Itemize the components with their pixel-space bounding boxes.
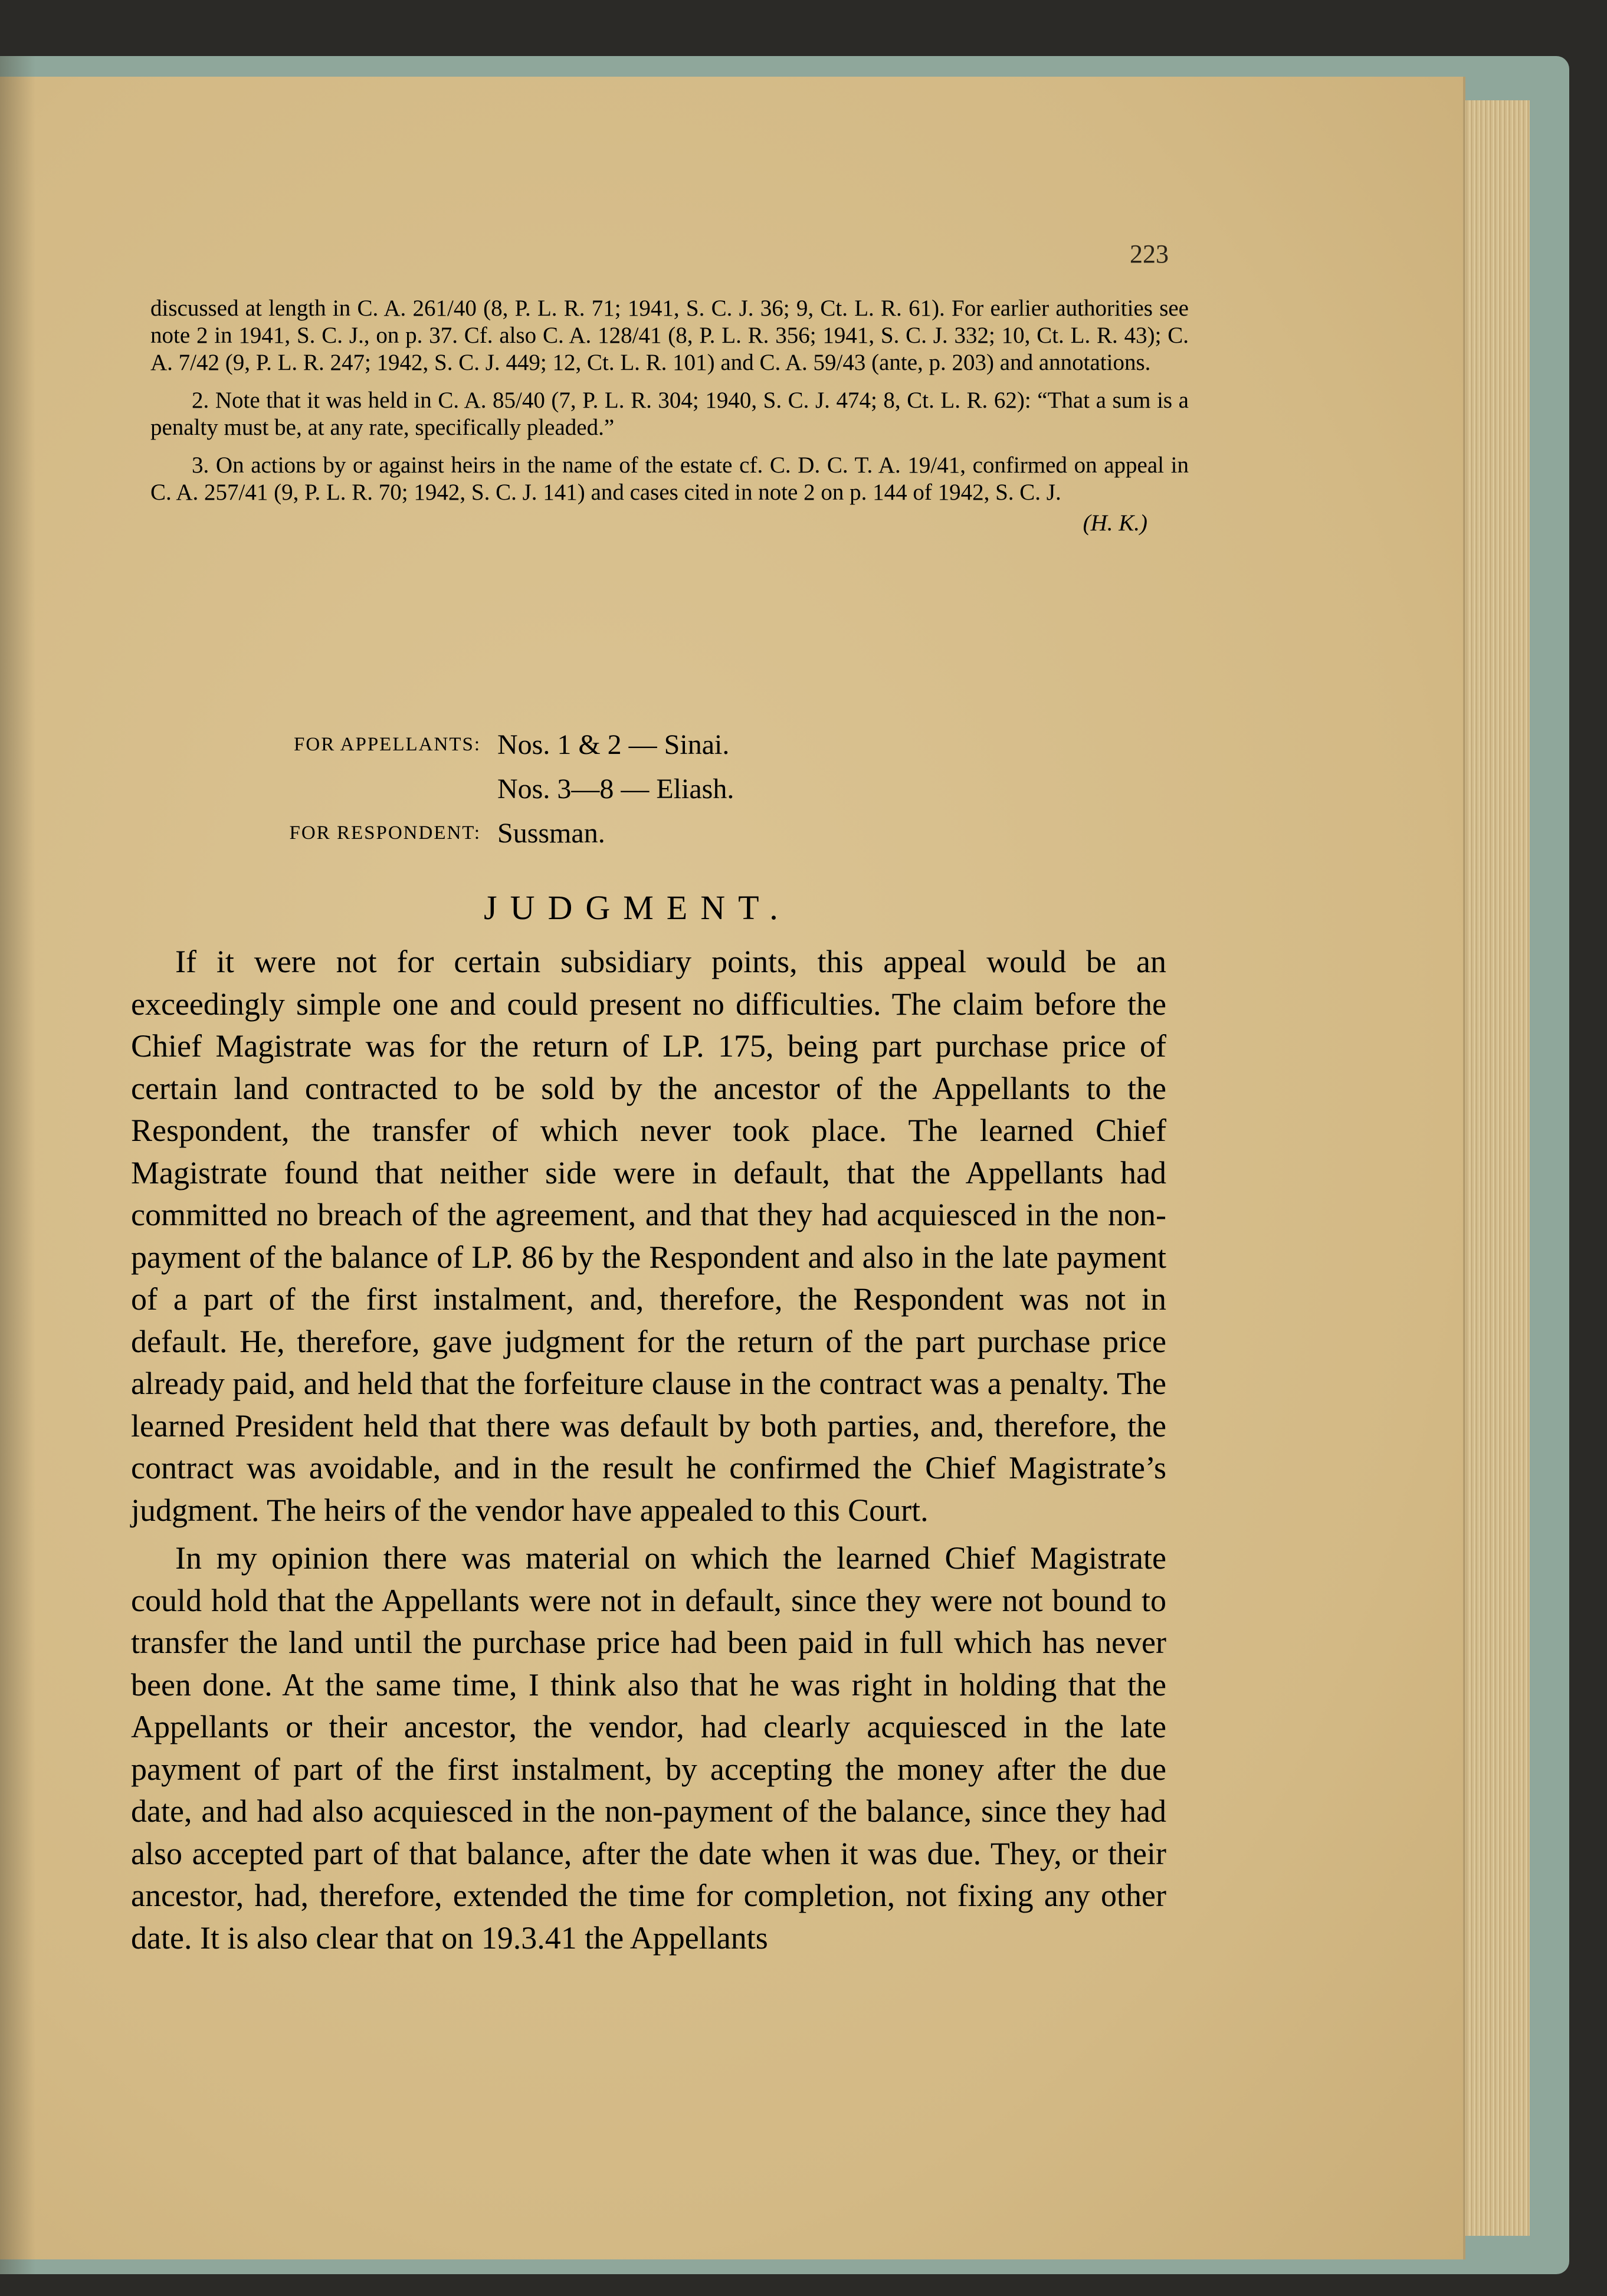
counsel-block [212, 723, 734, 855]
counsel-value: Sussman. [497, 818, 605, 849]
editor-initials: (H. K.) [1083, 510, 1147, 536]
judgment-paragraph-2: In my opinion there was material on which the learned Chief Magistrate could hold that the Appellants were not in default, since they were not bound to transfer the land until the purchase price had been paid in full which has never been done. At the same time, I think also that he was right in holding that the Appellants or their ancestor, the vendor, had clearly acquiesced in the late payment of part of the first instalment, by accepting the money after the due date, and had also acquiesced in the non-payment of the balance, since they had also accepted part of that balance, after the date when it was due. They, or their ancestor, had, therefore, extended the time for completion, not fixing any other date. It is also clear that on 19.3.41 the Appellants [131, 1540, 1166, 1956]
counsel-label: FOR RESPONDENT: [289, 822, 481, 844]
counsel-row [212, 767, 734, 811]
counsel-row [212, 811, 734, 855]
judgment-body [131, 941, 1166, 1959]
page-edges [1457, 100, 1530, 2236]
judgment-paragraph-1: If it were not for certain subsidiary points, this appeal would be an exceedingly simple one and could present no difficulties. The claim before the Chief Magistrate was for the return of LP. 175, being part purchase price of certain land contracted to be sold by the ancestor of the Appellants to the Respondent, the transfer of which never took place. The learned Chief Magistrate found that neither side were in default, that the Appellants had committed no breach of the agreement, and that they had acquiesced in the non-payment of the balance of LP. 86 by the Respondent and also in the late payment of a part of the first instalment, and, therefore, the Respondent was not in default. He, therefore, gave judgment for the return of the part purchase price already paid, and held that the forfeiture clause in the contract was a penalty. The learned President held that there was default by both parties, and, therefore, the contract was avoidable, and in the result he confirmed the Chief Magistrate’s judgment. The heirs of the vendor have appealed to this Court. [131, 944, 1166, 1528]
footnote-2: 2. Note that it was held in C. A. 85/40 (7, P. L. R. 304; 1940, S. C. J. 474; 8, Ct. L. R. 62): “That a sum is a penalty must be, at any rate, specifically pleaded.” [150, 388, 1189, 440]
counsel-label [212, 767, 497, 811]
counsel-value: Nos. 3—8 — Eliash. [497, 773, 734, 805]
page-number: 223 [1130, 240, 1169, 268]
footnote-3: 3. On actions by or against heirs in the name of the estate cf. C. D. C. T. A. 19/41, confirmed on appeal in C. A. 257/41 (9, P. L. R. 70; 1942, S. C. J. 141) and cases cited in note 2 on p. 144 of 1942, S. C. J. [150, 452, 1189, 505]
gutter-shadow [0, 56, 35, 2274]
judgment-heading: JUDGMENT. [484, 888, 791, 927]
counsel-value: Nos. 1 & 2 — Sinai. [497, 729, 730, 760]
footnote-1: discussed at length in C. A. 261/40 (8, P. L. R. 71; 1941, S. C. J. 36; 9, Ct. L. R. 61). For earlier authorities see note 2 in 1941, S. C. J., on p. 37. Cf. also C. A. 128/41 (8, P. L. R. 356; 1941, S. C. J. 332; 10, Ct. L. R. 43); C. A. 7/42 (9, P. L. R. 247; 1942, S. C. J. 449; 12, Ct. L. R. 101) and C. A. 59/43 (ante, p. 203) and annotations. [150, 296, 1189, 375]
footnotes [150, 295, 1189, 537]
counsel-row [212, 723, 734, 767]
counsel-label: FOR APPELLANTS: [294, 734, 481, 755]
